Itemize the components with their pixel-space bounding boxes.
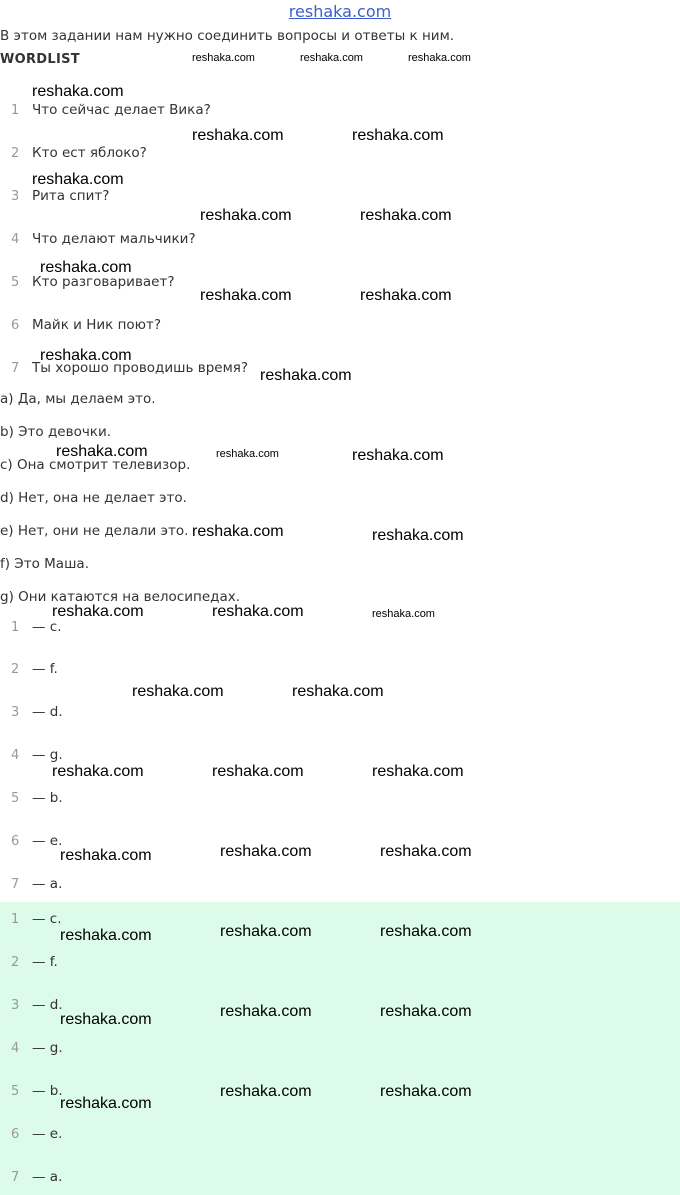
watermark: reshaka.com [52,603,144,620]
question-text: Рита спит? [32,188,110,204]
watermark: reshaka.com [292,683,384,700]
watermark: reshaka.com [212,603,304,620]
watermark: reshaka.com [360,207,452,224]
watermark: reshaka.com [352,127,444,144]
watermark: reshaka.com [360,287,452,304]
question-text: Кто ест яблоко? [32,145,147,161]
watermark: reshaka.com [220,1003,312,1020]
answer-item: g) Они катаются на велосипедах. [0,589,241,605]
solution-number: 5 [11,1084,20,1099]
watermark: reshaka.com [380,1003,472,1020]
watermark: reshaka.com [220,1083,312,1100]
solution-text: — g. [32,1040,63,1056]
answer-item: c) Она смотрит телевизор. [0,457,191,473]
match-number: 3 [11,705,20,720]
watermark: reshaka.com [380,1083,472,1100]
match-number: 1 [11,620,20,635]
watermark: reshaka.com [372,527,464,544]
question-number: 3 [11,189,20,204]
watermark: reshaka.com [60,927,152,944]
question-number: 1 [11,103,20,118]
question-number: 6 [11,318,20,333]
site-link[interactable]: reshaka.com [288,2,392,21]
match-number: 5 [11,791,20,806]
watermark: reshaka.com [60,847,152,864]
watermark: reshaka.com [32,171,124,188]
watermark: reshaka.com [192,127,284,144]
solution-number: 4 [11,1041,20,1056]
solution-text: — b. [32,1083,63,1099]
solution-number: 2 [11,955,20,970]
answer-item: d) Нет, она не делает это. [0,490,187,506]
question-number: 7 [11,361,20,376]
question-text: Кто разговаривает? [32,274,175,290]
watermark: reshaka.com [216,448,279,460]
watermark: reshaka.com [220,843,312,860]
watermark: reshaka.com [56,443,148,460]
solution-text: — f. [32,954,58,970]
watermark: reshaka.com [40,259,132,276]
watermark: reshaka.com [132,683,224,700]
question-number: 4 [11,232,20,247]
watermark: reshaka.com [200,287,292,304]
solution-number: 3 [11,998,20,1013]
watermark: reshaka.com [380,923,472,940]
question-number: 2 [11,146,20,161]
watermark: reshaka.com [32,83,124,100]
answer-item: b) Это девочки. [0,424,112,440]
solution-text: — a. [32,1169,63,1185]
match-text: — e. [32,833,63,849]
solution-number: 6 [11,1127,20,1142]
watermark: reshaka.com [60,1011,152,1028]
watermark: reshaka.com [200,207,292,224]
solution-text: — e. [32,1126,63,1142]
match-number: 6 [11,834,20,849]
answer-item: a) Да, мы делаем это. [0,391,156,407]
match-text: — d. [32,704,63,720]
match-text: — b. [32,790,63,806]
question-text: Майк и Ник поют? [32,317,162,333]
watermark: reshaka.com [212,763,304,780]
solution-text: — d. [32,997,63,1013]
watermark: reshaka.com [192,52,255,64]
watermark: reshaka.com [372,608,435,620]
match-text: — a. [32,876,63,892]
match-text: — g. [32,747,63,763]
wordlist-heading: WORDLIST [0,52,80,67]
watermark: reshaka.com [60,1095,152,1112]
watermark: reshaka.com [40,347,132,364]
watermark: reshaka.com [380,843,472,860]
watermark: reshaka.com [192,523,284,540]
question-text: Что делают мальчики? [32,231,196,247]
match-number: 7 [11,877,20,892]
solution-text: — c. [32,911,62,927]
watermark: reshaka.com [408,52,471,64]
watermark: reshaka.com [52,763,144,780]
watermark: reshaka.com [352,447,444,464]
answer-item: f) Это Маша. [0,556,89,572]
solution-number: 7 [11,1170,20,1185]
question-text: Что сейчас делает Вика? [32,102,211,118]
answer-item: e) Нет, они не делали это. [0,523,189,539]
watermark: reshaka.com [260,367,352,384]
solution-number: 1 [11,912,20,927]
intro-text: В этом задании нам нужно соединить вопросы и ответы к ним. [0,28,455,44]
watermark: reshaka.com [300,52,363,64]
match-text: — c. [32,619,62,635]
solution-panel [0,902,680,1195]
question-number: 5 [11,275,20,290]
question-text: Ты хорошо проводишь время? [32,360,249,376]
match-number: 2 [11,662,20,677]
match-number: 4 [11,748,20,763]
watermark: reshaka.com [372,763,464,780]
watermark: reshaka.com [220,923,312,940]
match-text: — f. [32,661,58,677]
